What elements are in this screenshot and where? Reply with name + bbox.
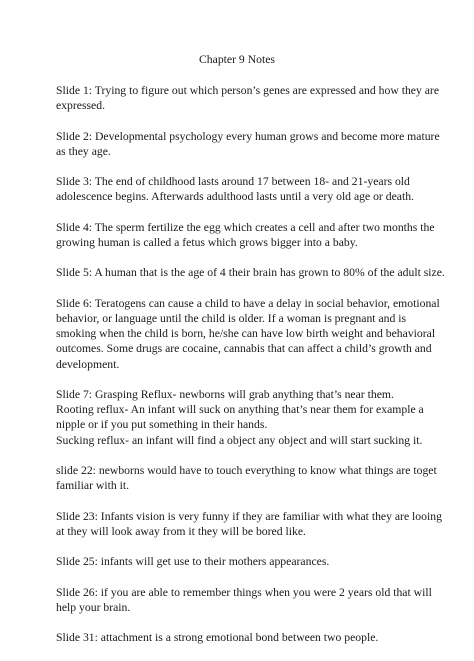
note-line: Slide 26: if you are able to remember things when you were 2 years old that will bbox=[56, 585, 432, 599]
note-line: expressed. bbox=[56, 99, 106, 113]
note-line: Slide 6: Teratogens can cause a child to have a delay in social behavior, emotional bbox=[56, 296, 440, 310]
note-line: Slide 23: Infants vision is very funny if they are familiar with what they are looing bbox=[56, 509, 442, 523]
note-line: development. bbox=[56, 357, 120, 371]
note-line: as they age. bbox=[56, 144, 111, 158]
note-line: Rooting reflux- An infant will suck on anything that’s near them for example a bbox=[56, 403, 424, 417]
note-paragraph bbox=[56, 463, 437, 493]
note-line: smoking when the child is born, he/she can have low birth weight and behavioral bbox=[56, 327, 436, 341]
note-paragraph bbox=[56, 265, 445, 280]
note-line: Slide 4: The sperm fertilize the egg which creates a cell and after two months the bbox=[56, 220, 435, 234]
note-line: Slide 7: Grasping Reflux- newborns will grab anything that’s near them. bbox=[56, 387, 394, 401]
note-line: Slide 1: Trying to figure out which person’s genes are expressed and how they are bbox=[56, 84, 440, 97]
note-paragraph bbox=[56, 174, 424, 204]
note-line: Slide 2: Developmental psychology every human grows and become more mature bbox=[56, 129, 440, 143]
note-line: Slide 31: attachment is a strong emotional bond between two people. bbox=[56, 631, 379, 645]
note-paragraph bbox=[56, 220, 435, 250]
note-line: nipple or if you put something in their hands. bbox=[56, 418, 268, 432]
note-line: adolescence begins. Afterwards adulthood lasts until a very old age or death. bbox=[56, 190, 414, 204]
note-paragraph bbox=[56, 129, 440, 159]
note-line: familiar with it. bbox=[56, 479, 130, 493]
note-line: behavior, or language until the child is older. If a woman is pregnant and is bbox=[56, 311, 407, 325]
note-line: at they will look away from it they will be bored like. bbox=[56, 524, 306, 538]
note-paragraph bbox=[56, 630, 424, 645]
note-line: outcomes. Some drugs are cocaine, cannabis that can affect a child’s growth and bbox=[56, 342, 432, 356]
note-paragraph bbox=[56, 554, 424, 569]
note-paragraph bbox=[56, 83, 440, 113]
note-line: Sucking reflux- an infant will find a object any object and will start sucking it. bbox=[56, 433, 423, 447]
note-line: Slide 3: The end of childhood lasts around 17 between 18- and 21-years old bbox=[56, 175, 410, 189]
note-line: Slide 5: A human that is the age of 4 their brain has grown to 80% of the adult size. bbox=[56, 266, 445, 280]
note-paragraph bbox=[56, 585, 432, 615]
note-line: slide 22: newborns would have to touch everything to know what things are toget bbox=[56, 463, 437, 477]
note-line: growing human is called a fetus which grows bigger into a baby. bbox=[56, 235, 358, 249]
note-line: help your brain. bbox=[56, 600, 131, 614]
note-paragraph bbox=[56, 509, 442, 539]
note-paragraph bbox=[56, 387, 424, 448]
page-title: Chapter 9 Notes bbox=[199, 53, 275, 66]
note-line: Slide 25: infants will get use to their mothers appearances. bbox=[56, 555, 330, 569]
note-paragraph bbox=[56, 296, 440, 372]
notes-body bbox=[56, 83, 445, 661]
